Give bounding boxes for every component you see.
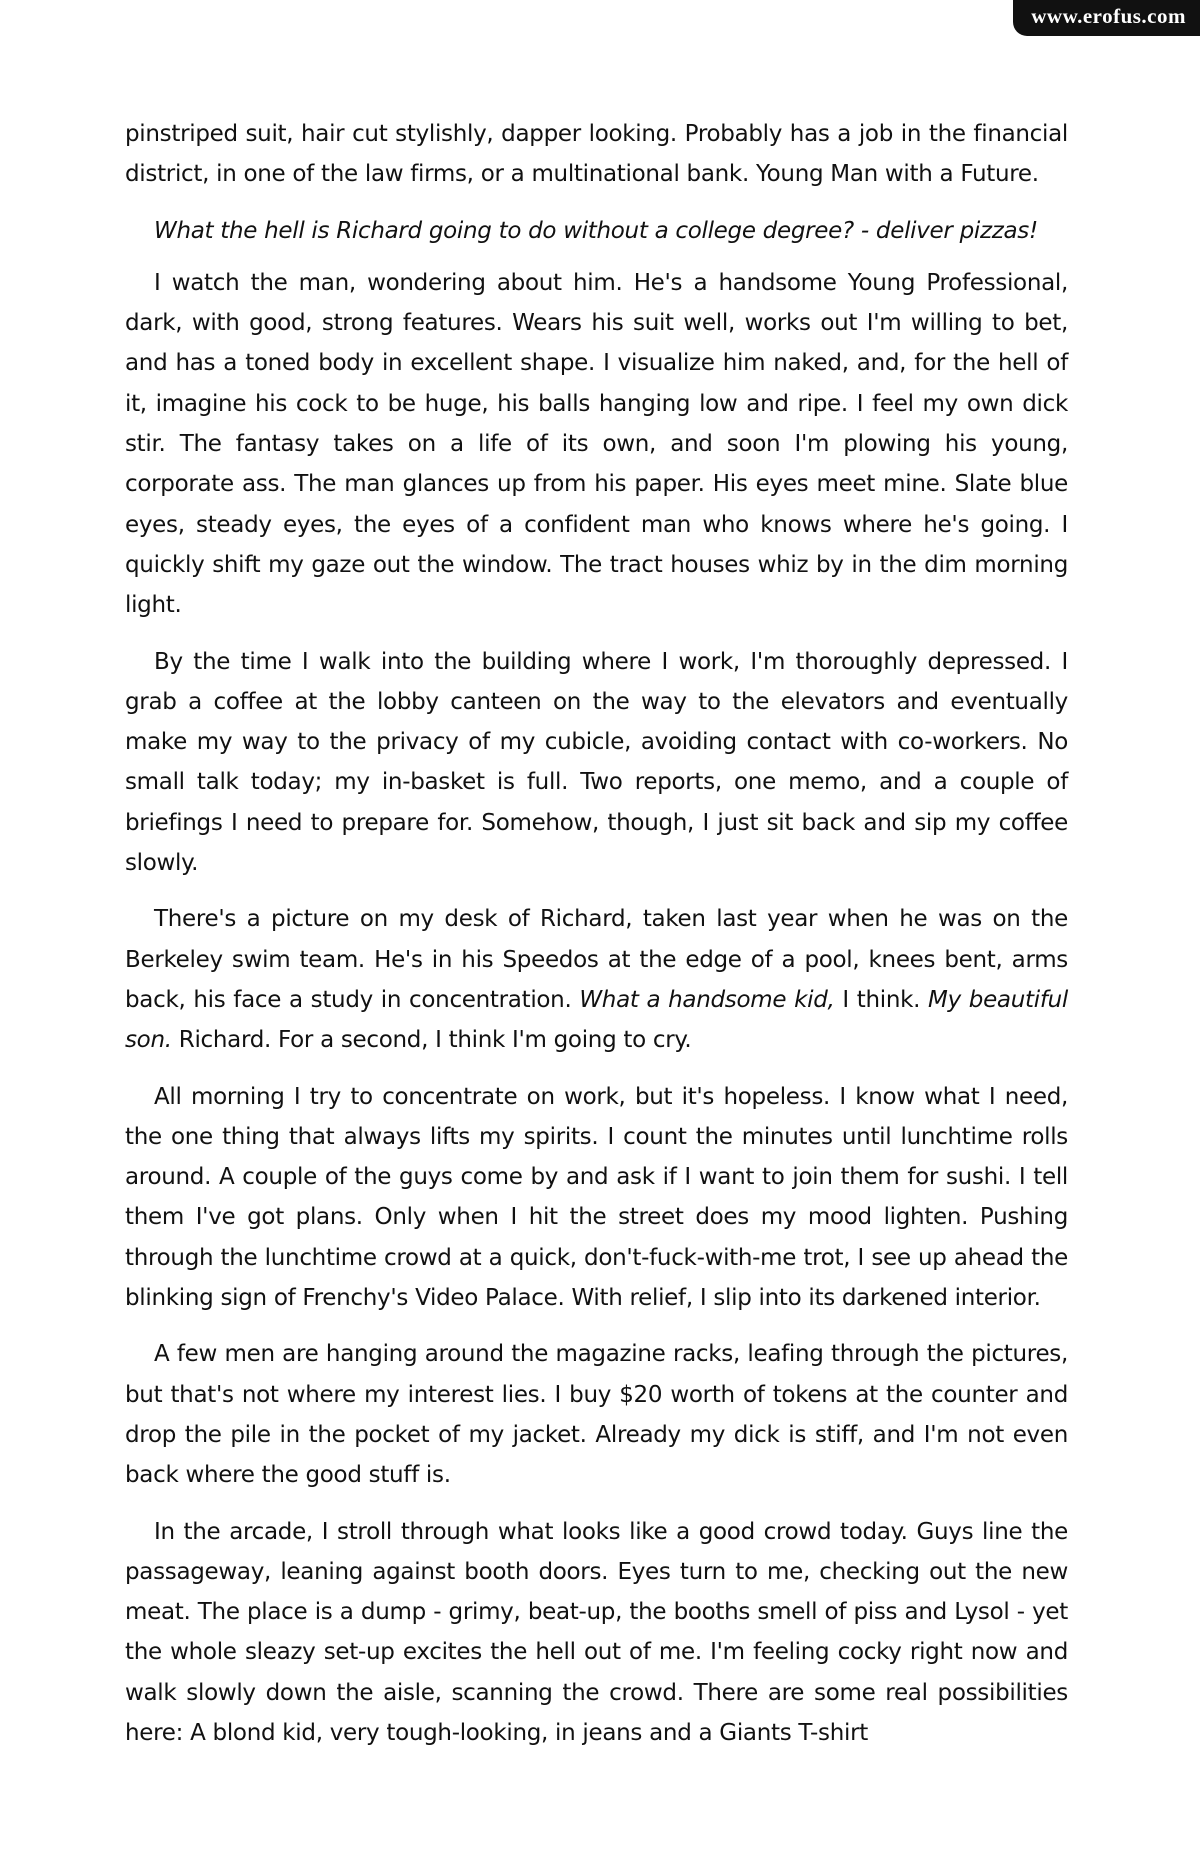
paragraph: [125, 263, 1068, 626]
paragraph: [125, 1077, 1068, 1319]
text-run: There's a picture on my desk of Richard, taken last year when he was on the Berkeley swim team. He's in his Speedos at the edge of a pool, knees bent, arms back, his face a study in concentration.: [125, 906, 1068, 1013]
paragraph: [125, 1512, 1068, 1754]
paragraph: [125, 642, 1068, 884]
text-run: I think.: [834, 986, 929, 1013]
text-run: A few men are hanging around the magazine racks, leafing through the pictures, but that's not where my interest lies. I buy $20 worth of tokens at the counter and drop the pile in the pocket of my jacket. Already my dick is stiff, and I'm not even back where the good stuff is.: [125, 1341, 1068, 1489]
text-run: In the arcade, I stroll through what looks like a good crowd today. Guys line the passageway, leaning against booth doors. Eyes turn to me, checking out the new meat. The place is a dump - grimy, beat-up, the booths smell of piss and Lysol - yet the whole sleazy set-up excites the hell out of me. I'm feeling cocky right now and walk slowly down the aisle, scanning the crowd. There are some real possibilities here: A blond kid, very tough-looking, in jeans and a Giants T-shirt: [125, 1518, 1068, 1746]
site-watermark: www.erofus.com: [1013, 0, 1200, 36]
text-run: All morning I try to concentrate on work, but it's hopeless. I know what I need, the one thing that always lifts my spirits. I count the minutes until lunchtime rolls around. A couple of the guys come by and ask if I want to join them for sushi. I tell them I've got plans. Only when I hit the street does my mood lighten. Pushing through the lunchtime crowd at a quick, don't-fuck-with-me trot, I see up ahead the blinking sign of Frenchy's Video Palace. With relief, I slip into its darkened interior.: [125, 1083, 1068, 1312]
paragraph: [125, 114, 1068, 195]
text-run: What the hell is Richard going to do without a college degree? - deliver pizzas!: [154, 217, 1038, 244]
text-run: Richard. For a second, I think I'm going to cry.: [171, 1027, 692, 1054]
paragraph: [125, 1334, 1068, 1495]
italic-text-run: What a handsome kid,: [579, 986, 835, 1013]
italic-text-run: My beautiful son.: [125, 986, 1068, 1054]
paragraph: [125, 899, 1068, 1060]
page-text: [125, 114, 1068, 1769]
text-run: I watch the man, wondering about him. He's a handsome Young Professional, dark, with good, strong features. Wears his suit well, works out I'm willing to bet, and has a toned body in excellent shape. I visualize him naked, and, for the hell of it, imagine his cock to be huge, his balls hanging low and ripe. I feel my own dick stir. The fantasy takes on a life of its own, and soon I'm plowing his young, corporate ass. The man glances up from his paper. His eyes meet mine. Slate blue eyes, steady eyes, the eyes of a confident man who knows where he's going. I quickly shift my gaze out the window. The tract houses whiz by in the dim morning light.: [125, 269, 1068, 619]
text-run: By the time I walk into the building where I work, I'm thoroughly depressed. I grab a coffee at the lobby canteen on the way to the elevators and eventually make my way to the privacy of my cubicle, avoiding contact with co-workers. No small talk today; my in-basket is full. Two reports, one memo, and a couple of briefings I need to prepare for. Somehow, though, I just sit back and sip my coffee slowly.: [125, 648, 1068, 877]
text-run: pinstriped suit, hair cut stylishly, dapper looking. Probably has a job in the financial district, in one of the law firms, or a multinational bank. Young Man with a Future.: [125, 121, 1068, 188]
italic-thought: [125, 211, 1068, 251]
